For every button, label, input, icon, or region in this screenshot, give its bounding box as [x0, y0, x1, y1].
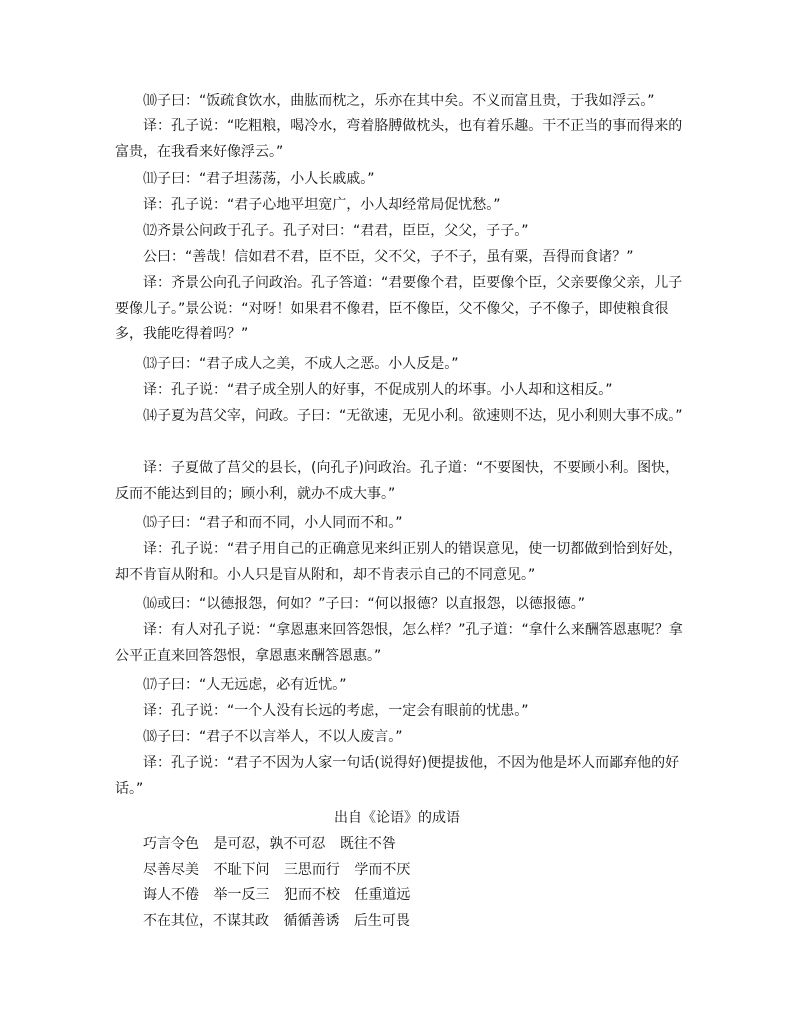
idiom: 循循善诱 — [283, 912, 340, 929]
entry-12-original-2: 公曰：“善哉！信如君不君，臣不臣，父不父，子不子，虽有粟，吾得而食诸？” — [143, 249, 634, 265]
idiom: 学而不厌 — [354, 861, 411, 878]
entry-14-original: ⒁子夏为莒父宰，问政。子曰：“无欲速，无见小利。欲速则不达，见小利则大事不成。” — [143, 408, 683, 424]
idiom: 任重道远 — [354, 887, 411, 903]
entry-15-original: ⒂子曰：“君子和而不同，小人同而不和。” — [143, 515, 403, 531]
entry-11-translation: 译：孔子说：“君子心地平坦宽广，小人却经常局促忧愁。” — [143, 197, 501, 213]
idiom-row — [143, 883, 420, 909]
entry-17-translation: 译：孔子说：“一个人没有长远的考虑，一定会有眼前的忧患。” — [143, 703, 529, 719]
entry-12-translation: 译：齐景公向孔子问政治。孔子答道：“君要像个君，臣要像个臣，父亲要像父亲，儿子要像儿子。”景公说：“对呀！如果君不像君，臣不像臣，父不像父，子不像子，即使粮食很多，我能吃得着吗？” — [115, 275, 683, 342]
idiom: 既往不咎 — [339, 836, 396, 852]
entry-16-original: ⒃或曰：“以德报怨，何如？”子曰：“何以报德？以直报怨，以德报德。” — [143, 596, 586, 612]
idiom-row — [143, 909, 420, 935]
idiom-row — [143, 858, 420, 884]
entry-18-translation: 译：孔子说：“君子不因为人家一句话(说得好)便提拔他，不因为他是坏人而鄙弃他的好话。” — [115, 755, 680, 797]
entry-17-original: ⒄子曰：“人无远虑，必有近忧。” — [143, 677, 347, 693]
entry-14-translation: 译：子夏做了莒父的县长，(向孔子)问政治。孔子道：“不要图快，不要顾小利。图快，反而不能达到目的；顾小利，就办不成大事。” — [115, 460, 680, 502]
idioms-title: 出自《论语》的成语 — [334, 810, 460, 826]
idiom: 诲人不倦 — [143, 887, 199, 903]
entry-12-original: ⑿齐景公问政于孔子。孔子对曰：“君君，臣臣，父父，子子。” — [143, 223, 529, 239]
idiom-row — [143, 832, 420, 858]
idiom: 举一反三 — [213, 887, 270, 903]
entry-11-original: ⑾子曰：“君子坦荡荡，小人长戚戚。” — [143, 171, 375, 187]
idiom: 三思而行 — [283, 861, 340, 878]
entry-13-original: ⒀子曰：“君子成人之美，不成人之恶。小人反是。” — [143, 356, 459, 372]
entry-10-translation: 译：孔子说：“吃粗粮，喝冷水，弯着胳膊做枕头，也有着乐趣。干不正当的事而得来的富贵，在我看来好像浮云。” — [115, 118, 683, 160]
entry-10-original: ⑽子曰：“饭疏食饮水，曲肱而枕之，乐亦在其中矣。不义而富且贵，于我如浮云。” — [143, 93, 655, 109]
idioms-list — [143, 832, 420, 934]
idiom: 是可忍，孰不可忍 — [213, 836, 326, 852]
idiom: 尽善尽美 — [143, 861, 199, 878]
idiom: 不耻下问 — [213, 861, 270, 878]
entry-16-translation: 译：有人对孔子说：“拿恩惠来回答怨恨，怎么样？”孔子道：“拿什么来酬答恩惠呢？拿公平正直来回答怨恨，拿恩惠来酬答恩惠。” — [115, 622, 683, 664]
entry-15-translation: 译：孔子说：“君子用自己的正确意见来纠正别人的错误意见，使一切都做到恰到好处，却不肯盲从附和。小人只是盲从附和，却不肯表示自己的不同意见。” — [115, 541, 683, 583]
idiom: 不在其位，不谋其政 — [143, 912, 269, 929]
idiom: 犯而不校 — [283, 887, 340, 903]
idiom: 后生可畏 — [353, 912, 410, 929]
idiom: 巧言令色 — [143, 836, 199, 852]
entry-13-translation: 译：孔子说：“君子成全别人的好事，不促成别人的坏事。小人却和这相反。” — [143, 382, 613, 398]
entry-18-original: ⒅子曰：“君子不以言举人，不以人废言。” — [143, 729, 403, 745]
